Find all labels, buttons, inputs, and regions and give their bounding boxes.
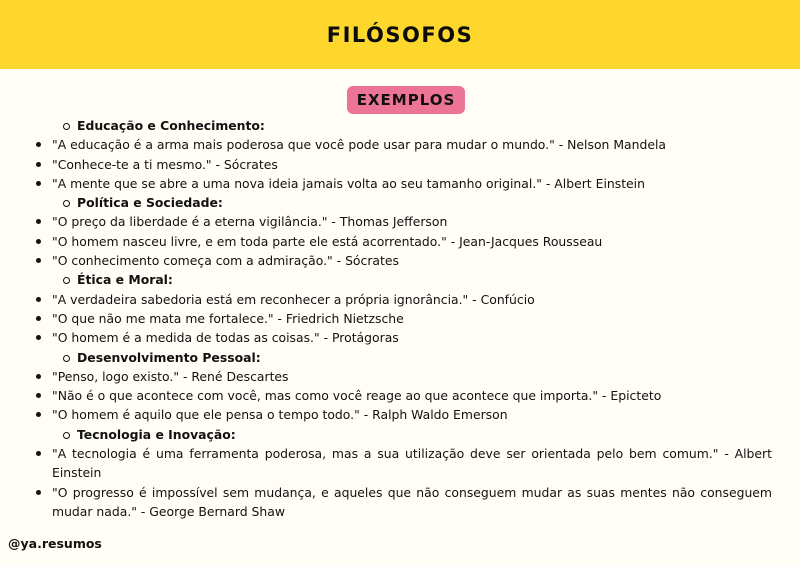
list-item: "Conhece-te a ti mesmo." - Sócrates [0, 155, 800, 174]
list-item: "A educação é a arma mais poderosa que você pode usar para mudar o mundo." - Nelson Mandela [0, 135, 800, 154]
list-item: "O preço da liberdade é a eterna vigilância." - Thomas Jefferson [0, 212, 800, 231]
list-item: "O homem é a medida de todas as coisas." - Protágoras [0, 328, 800, 347]
list-item: "O conhecimento começa com a admiração." - Sócrates [0, 251, 800, 270]
author-handle: @ya.resumos [8, 536, 102, 551]
header-banner [0, 0, 800, 69]
examples-badge: EXEMPLOS [347, 86, 465, 114]
quotes-list [0, 116, 800, 521]
list-item: "O que não me mata me fortalece." - Friedrich Nietzsche [0, 309, 800, 328]
section-title-education: Educação e Conhecimento: [0, 116, 800, 135]
section-title-politics: Política e Sociedade: [0, 193, 800, 212]
section-title-ethics: Ética e Moral: [0, 270, 800, 289]
list-item: "O progresso é impossível sem mudança, e aqueles que não conseguem mudar as suas mentes não conseguem mudar nada." - George Bernard Shaw [0, 483, 800, 522]
list-item: "O homem nasceu livre, e em toda parte ele está acorrentado." - Jean-Jacques Rousseau [0, 232, 800, 251]
section-title-personal-development: Desenvolvimento Pessoal: [0, 348, 800, 367]
list-item: "A verdadeira sabedoria está em reconhecer a própria ignorância." - Confúcio [0, 290, 800, 309]
list-item: "O homem é aquilo que ele pensa o tempo todo." - Ralph Waldo Emerson [0, 405, 800, 424]
list-item: "A mente que se abre a uma nova ideia jamais volta ao seu tamanho original." - Albert Einstein [0, 174, 800, 193]
list-item: "Não é o que acontece com você, mas como você reage ao que acontece que importa." - Epicteto [0, 386, 800, 405]
section-title-technology: Tecnologia e Inovação: [0, 425, 800, 444]
page-title: FILÓSOFOS [326, 22, 474, 47]
list-item: "Penso, logo existo." - René Descartes [0, 367, 800, 386]
list-item: "A tecnologia é uma ferramenta poderosa, mas a sua utilização deve ser orientada pelo bem comum." - Albert Einstein [0, 444, 800, 483]
